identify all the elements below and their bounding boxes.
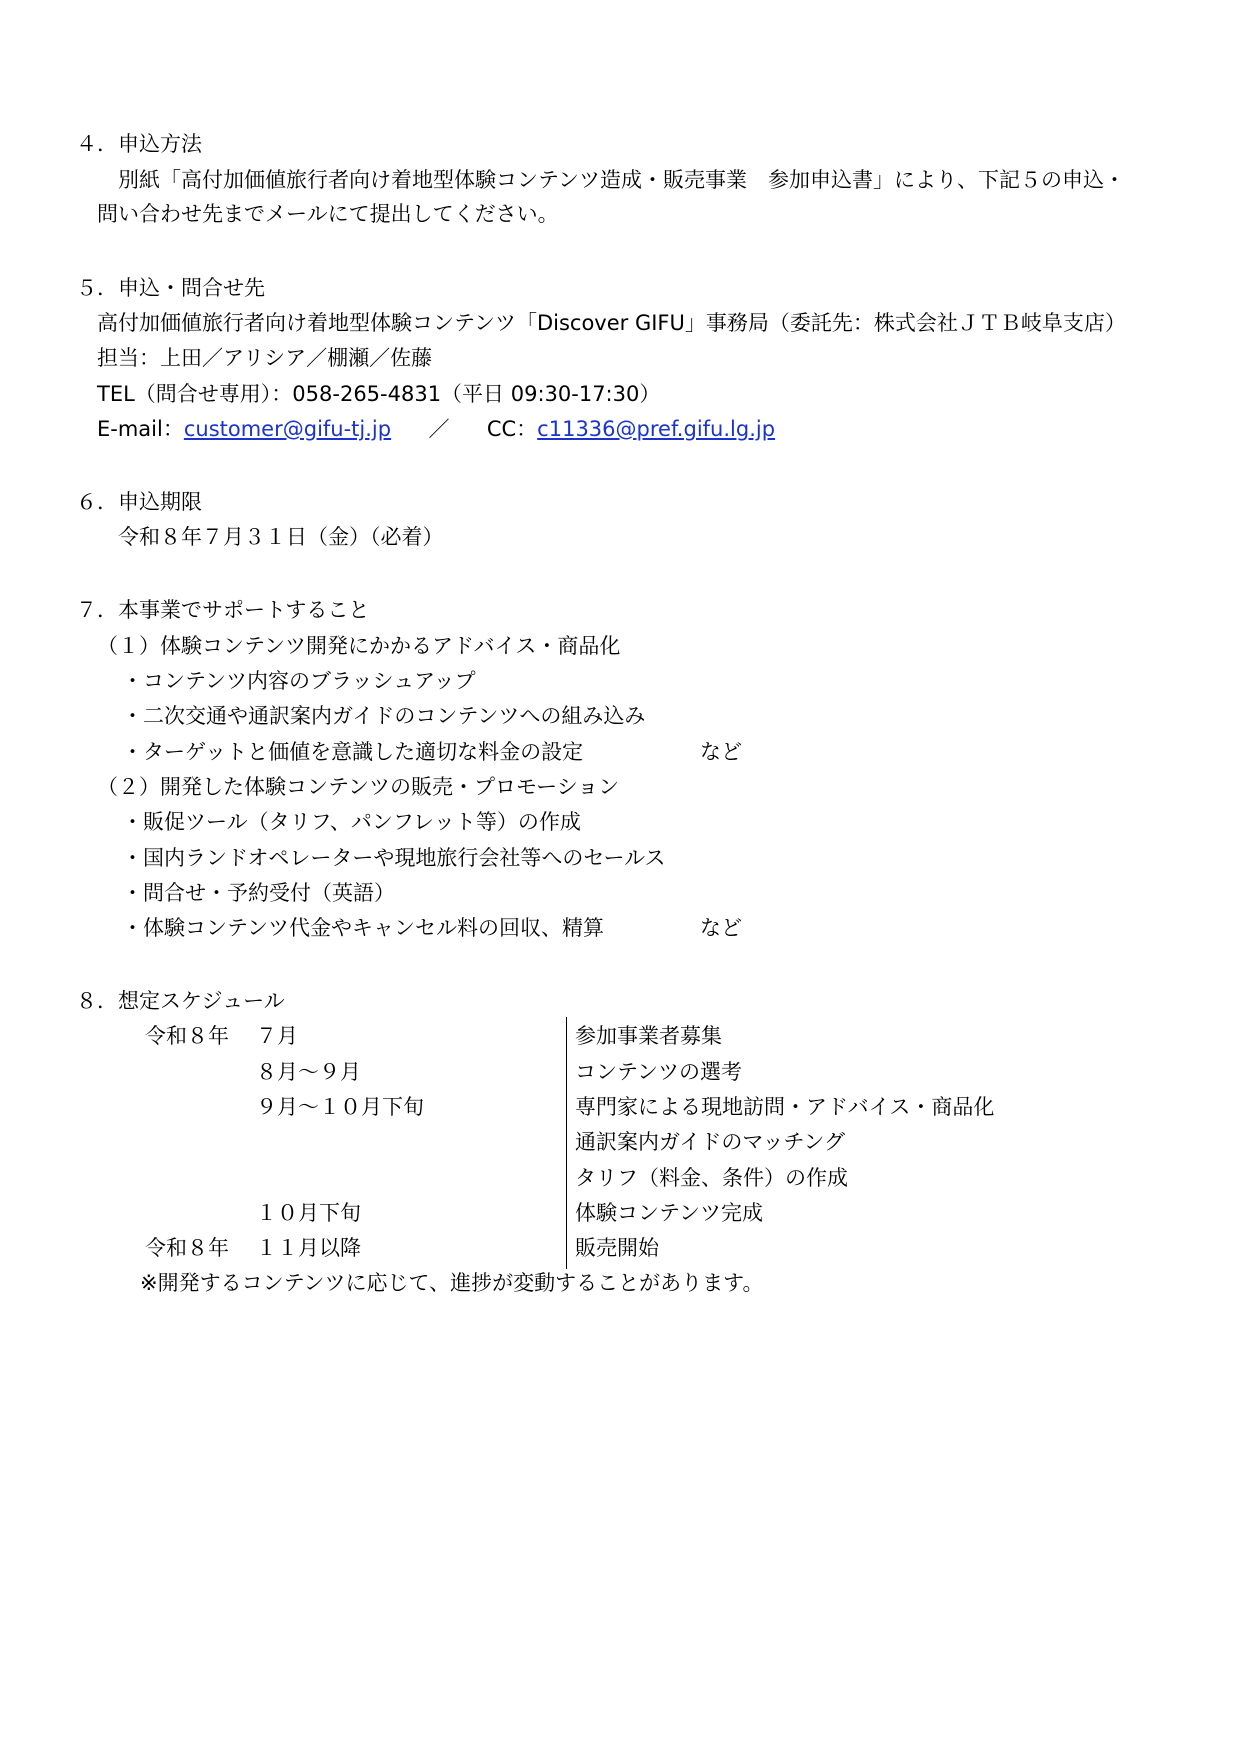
list-suffix: など (700, 916, 742, 940)
support-subheading-1: （１）体験コンテンツ開発にかかるアドバイス・商品化 (97, 634, 621, 658)
staff-names: 担当：上田／アリシア／棚瀬／佐藤 (97, 346, 433, 370)
tel-line: TEL（問合せ専用）：058-265-4831（平日 09:30-17:30） (97, 382, 661, 406)
section-6-heading: ６．申込期限 (76, 490, 202, 514)
list-item: ・問合せ・予約受付（英語） (122, 881, 395, 905)
section-7-heading: ７．本事業でサポートすること (76, 598, 370, 622)
schedule-task: 販売開始 (575, 1236, 659, 1260)
schedule-date: １０月下旬 (256, 1201, 361, 1225)
schedule-date: ７月 (256, 1024, 298, 1048)
list-suffix: など (700, 740, 742, 764)
schedule-divider (566, 1017, 567, 1269)
section-4-heading: ４．申込方法 (76, 132, 202, 156)
email-line (97, 414, 775, 444)
list-item: ・二次交通や通訳案内ガイドのコンテンツへの組み込み (122, 704, 646, 728)
deadline-text: 令和８年７月３１日（金）（必着） (118, 525, 444, 549)
schedule-task: 専門家による現地訪問・アドバイス・商品化 (575, 1095, 995, 1119)
schedule-date: １１月以降 (256, 1236, 361, 1260)
list-item: ・体験コンテンツ代金やキャンセル料の回収、精算 (122, 916, 604, 940)
schedule-task: タリフ（料金、条件）の作成 (575, 1166, 848, 1190)
email-link[interactable]: customer@gifu-tj.jp (183, 417, 392, 441)
schedule-task: 通訳案内ガイドのマッチング (575, 1130, 846, 1154)
schedule-date: ９月～１０月下旬 (256, 1095, 424, 1119)
list-item: ・国内ランドオペレーターや現地旅行会社等へのセールス (122, 846, 666, 870)
schedule-note: ※開発するコンテンツに応じて、進捗が変動することがあります。 (140, 1271, 764, 1295)
schedule-year: 令和８年 (145, 1024, 229, 1048)
section-4-body-line1: 別紙「高付加価値旅行者向け着地型体験コンテンツ造成・販売事業 参加申込書」により、下記５の申込・ (118, 168, 1125, 192)
schedule-task: 参加事業者募集 (575, 1024, 722, 1048)
support-subheading-2: （２）開発した体験コンテンツの販売・プロモーション (97, 775, 620, 799)
list-item: ・販促ツール（タリフ、パンフレット等）の作成 (122, 810, 581, 834)
schedule-task: コンテンツの選考 (575, 1060, 742, 1084)
office-name: 高付加価値旅行者向け着地型体験コンテンツ「Discover GIFU」事務局（委託先：株式会社ＪＴＢ岐阜支店） (97, 311, 1126, 335)
schedule-date: ８月～９月 (256, 1060, 361, 1084)
cc-email-link[interactable]: c11336@pref.gifu.lg.jp (537, 417, 776, 441)
email-label: E-mail： (97, 417, 184, 441)
cc-label: CC： (486, 417, 538, 441)
list-item: ・コンテンツ内容のブラッシュアップ (122, 669, 476, 693)
email-separator: ／ (428, 417, 450, 441)
schedule-task: 体験コンテンツ完成 (575, 1201, 763, 1225)
list-item: ・ターゲットと価値を意識した適切な料金の設定 (122, 740, 584, 764)
section-4-body-line2: 問い合わせ先までメールにて提出してください。 (97, 202, 559, 226)
section-8-heading: ８．想定スケジュール (76, 989, 285, 1013)
schedule-year: 令和８年 (145, 1236, 229, 1260)
section-5-heading: ５．申込・問合せ先 (76, 276, 265, 300)
